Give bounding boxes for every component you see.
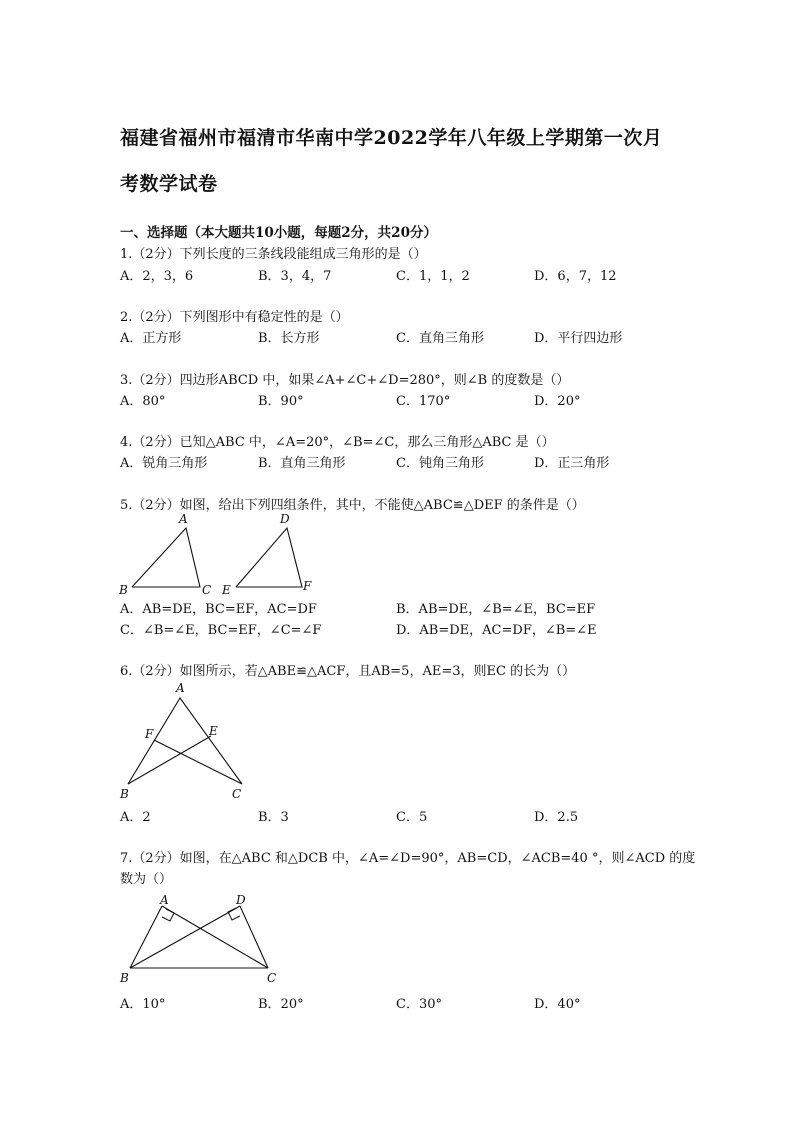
q3-option-c: C．170°	[396, 394, 451, 409]
label-a: A	[176, 681, 185, 695]
q6-option-d: D．2.5	[534, 810, 579, 825]
triangle-def	[236, 528, 302, 587]
question-4-stem: 4.（2分）已知△ABC 中，∠A=20°，∠B=∠C，那么三角形△ABC 是（）	[120, 435, 555, 450]
q4-option-c: C．钝角三角形	[396, 456, 484, 471]
q4-option-b: B．直角三角形	[258, 456, 346, 471]
q5-option-d: D．AB=DE，AC=DF，∠B=∠E	[396, 623, 597, 638]
q1-option-c: C．1，1，2	[396, 269, 470, 284]
q4-option-d: D．正三角形	[534, 456, 610, 471]
label-a: A	[160, 893, 169, 907]
q1-option-d: D．6，7，12	[534, 269, 617, 284]
segment-ac	[162, 906, 268, 968]
q3-option-d: D．20°	[534, 394, 581, 409]
q2-option-d: D．平行四边形	[534, 331, 623, 346]
q5-option-a: A．AB=DE，BC=EF，AC=DF	[120, 602, 317, 617]
label-d: D	[280, 512, 290, 526]
label-c: C	[232, 787, 242, 801]
q6-option-b: B．3	[258, 810, 289, 825]
q7-option-c: C．30°	[396, 997, 442, 1012]
question-5-stem: 5.（2分）如图，给出下列四组条件，其中，不能使△ABC≌△DEF 的条件是（）	[120, 498, 585, 513]
segment-dc	[240, 906, 268, 968]
q2-option-a: A．正方形	[120, 331, 182, 346]
q7-option-d: D．40°	[534, 997, 581, 1012]
label-b: B	[120, 787, 129, 801]
question-7-stem-line2: 数为（）	[120, 872, 173, 887]
q1-option-b: B．3，4，7	[258, 269, 332, 284]
label-d: D	[236, 893, 246, 907]
question-3-stem: 3.（2分）四边形ABCD 中，如果∠A+∠C+∠D=280°，则∠B 的度数是（）	[120, 373, 570, 388]
segment-cf	[154, 740, 242, 784]
q4-option-a: A．锐角三角形	[120, 456, 208, 471]
q5-option-c: C．∠B=∠E，BC=EF，∠C=∠F	[120, 623, 322, 638]
page-title-line2: 考数学试卷	[120, 173, 218, 195]
q2-option-b: B．长方形	[258, 331, 320, 346]
question-1-stem: 1.（2分）下列长度的三条线段能组成三角形的是（）	[120, 247, 427, 262]
question-6-stem: 6.（2分）如图所示，若△ABE≌△ACF，且AB=5，AE=3，则EC 的长为（）	[120, 664, 576, 679]
label-e: E	[222, 583, 231, 597]
label-b: B	[119, 583, 128, 597]
triangle-outline	[128, 698, 242, 784]
q6-option-c: C．5	[396, 810, 428, 825]
segment-be	[128, 736, 211, 784]
page-title-line1: 福建省福州市福清市华南中学2022学年八年级上学期第一次月	[120, 127, 663, 149]
label-f: F	[303, 579, 312, 593]
section-heading: 一、选择题（本大题共10小题，每题2分，共20分）	[120, 225, 437, 241]
question-2-stem: 2.（2分）下列图形中有稳定性的是（）	[120, 310, 349, 325]
label-f: F	[145, 727, 154, 741]
q1-option-a: A．2，3，6	[120, 269, 194, 284]
triangle-abc	[132, 528, 200, 587]
label-a: A	[179, 512, 188, 526]
label-c: C	[202, 583, 212, 597]
q6-option-a: A．2	[120, 810, 151, 825]
q7-figure-triangles	[112, 888, 292, 994]
q3-option-b: B．90°	[258, 394, 304, 409]
q5-option-b: B．AB=DE，∠B=∠E，BC=EF	[396, 602, 596, 617]
q7-option-a: A．10°	[120, 997, 166, 1012]
label-e: E	[209, 724, 218, 738]
label-b: B	[120, 971, 129, 985]
q6-figure-triangle	[112, 678, 262, 806]
q5-figure-triangles	[112, 510, 322, 602]
question-7-stem-line1: 7.（2分）如图，在△ABC 和△DCB 中，∠A=∠D=90°，AB=CD，∠ACB=40 °，则∠ACD 的度	[120, 851, 696, 866]
q7-option-b: B．20°	[258, 997, 304, 1012]
label-c: C	[267, 971, 277, 985]
right-angle-mark-a	[162, 909, 174, 921]
q2-option-c: C．直角三角形	[396, 331, 484, 346]
q3-option-a: A．80°	[120, 394, 166, 409]
